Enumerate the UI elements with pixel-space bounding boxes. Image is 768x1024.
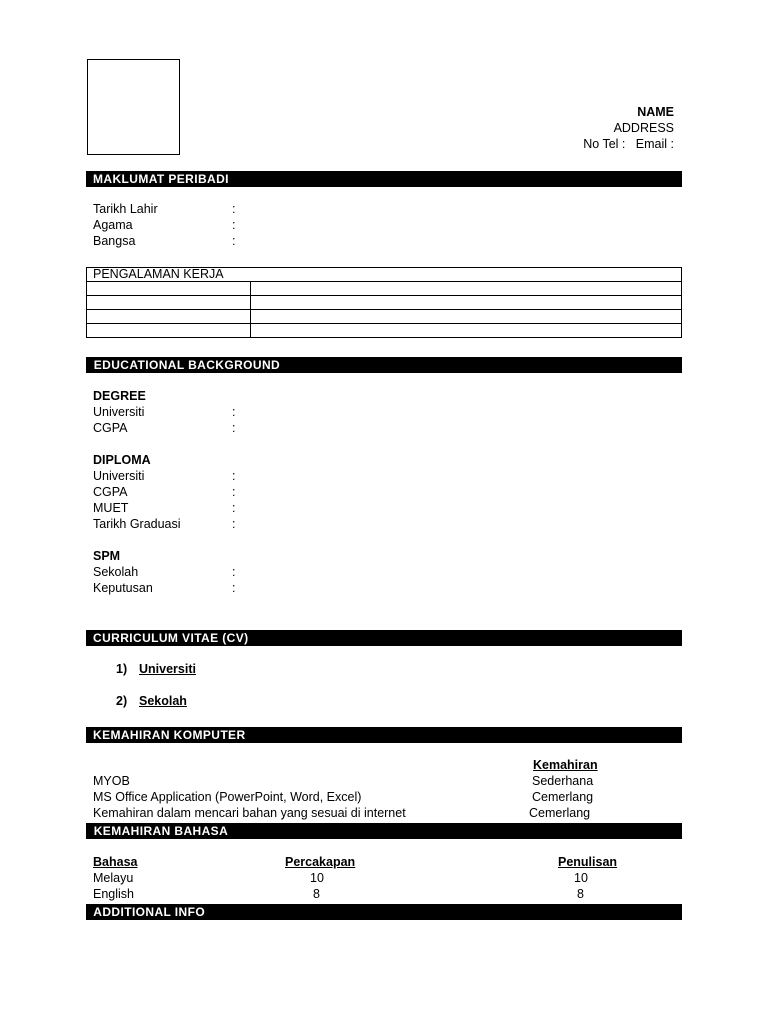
table-cell[interactable]	[251, 282, 682, 296]
table-cell[interactable]	[87, 310, 251, 324]
field-colon: :	[232, 565, 236, 579]
field-colon: :	[232, 218, 236, 232]
computer-skill-header: Kemahiran	[533, 758, 598, 772]
computer-skill-name: Kemahiran dalam mencari bahan yang sesuai di internet	[93, 806, 406, 820]
computer-skill-level: Sederhana	[532, 774, 594, 788]
language-penulisan-score: 10	[574, 871, 588, 885]
field-label-cgpa: CGPA	[93, 485, 128, 499]
language-header-penulisan: Penulisan	[558, 855, 618, 869]
computer-skill-name: MYOB	[93, 774, 130, 788]
table-row	[87, 310, 682, 324]
field-colon: :	[232, 517, 236, 531]
field-colon: :	[232, 421, 236, 435]
cv-item-number: 2)	[116, 694, 128, 708]
section-additional-info: ADDITIONAL INFO	[86, 904, 682, 920]
diploma-title: DIPLOMA	[93, 453, 151, 467]
table-cell[interactable]	[87, 296, 251, 310]
computer-skill-level: Cemerlang	[532, 790, 594, 804]
applicant-contact: No Tel : Email :	[583, 137, 674, 151]
language-percakapan-score: 10	[310, 871, 324, 885]
field-colon: :	[232, 581, 236, 595]
table-row	[87, 268, 682, 282]
computer-skill-level: Cemerlang	[529, 806, 591, 820]
section-cv: CURRICULUM VITAE (CV)	[86, 630, 682, 646]
field-colon: :	[232, 485, 236, 499]
applicant-name: NAME	[637, 105, 674, 119]
field-label-cgpa: CGPA	[93, 421, 128, 435]
cv-item-sekolah: Sekolah	[139, 694, 187, 708]
field-colon: :	[232, 405, 236, 419]
language-percakapan-score: 8	[313, 887, 320, 901]
table-cell[interactable]	[251, 324, 682, 338]
cv-item-universiti: Universiti	[139, 662, 196, 676]
field-label-tarikh-graduasi: Tarikh Graduasi	[93, 517, 181, 531]
field-label-bangsa: Bangsa	[93, 234, 136, 248]
table-cell[interactable]	[251, 296, 682, 310]
field-label-sekolah: Sekolah	[93, 565, 139, 579]
applicant-address: ADDRESS	[613, 121, 674, 135]
table-cell[interactable]	[87, 282, 251, 296]
language-header-bahasa: Bahasa	[93, 855, 138, 869]
table-cell[interactable]	[87, 324, 251, 338]
table-cell[interactable]	[251, 310, 682, 324]
table-row	[87, 296, 682, 310]
language-header-percakapan: Percakapan	[285, 855, 356, 869]
section-personal: MAKLUMAT PERIBADI	[86, 171, 682, 187]
table-row	[87, 324, 682, 338]
field-colon: :	[232, 234, 236, 248]
section-computer-skills: KEMAHIRAN KOMPUTER	[86, 727, 682, 743]
language-name: English	[93, 887, 134, 901]
spm-title: SPM	[93, 549, 121, 563]
field-colon: :	[232, 202, 236, 216]
field-colon: :	[232, 501, 236, 515]
field-label-universiti: Universiti	[93, 405, 145, 419]
field-colon: :	[232, 469, 236, 483]
table-row	[87, 282, 682, 296]
field-label-tarikh-lahir: Tarikh Lahir	[93, 202, 158, 216]
language-penulisan-score: 8	[577, 887, 584, 901]
language-name: Melayu	[93, 871, 134, 885]
section-education: EDUCATIONAL BACKGROUND	[86, 357, 682, 373]
section-language-skills: KEMAHIRAN BAHASA	[86, 823, 682, 839]
cv-item-number: 1)	[116, 662, 128, 676]
degree-title: DEGREE	[93, 389, 146, 403]
field-label-muet: MUET	[93, 501, 129, 515]
work-experience-title: PENGALAMAN KERJA	[87, 268, 682, 282]
field-label-agama: Agama	[93, 218, 133, 232]
field-label-keputusan: Keputusan	[93, 581, 153, 595]
work-experience-table	[86, 267, 682, 338]
field-label-universiti: Universiti	[93, 469, 145, 483]
computer-skill-name: MS Office Application (PowerPoint, Word, Excel)	[93, 790, 362, 804]
photo-placeholder	[87, 59, 180, 155]
